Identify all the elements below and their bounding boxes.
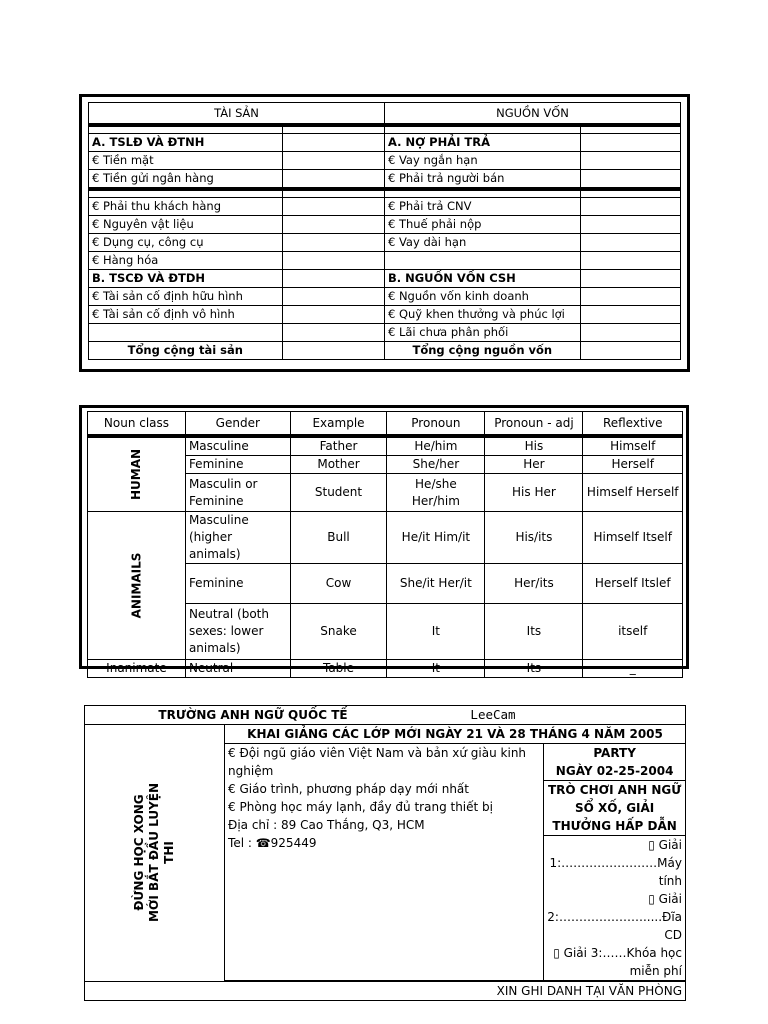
table-cell: € Phải trả CNV	[384, 198, 580, 216]
table-row	[89, 270, 681, 288]
ad-title-row	[85, 706, 686, 725]
total-capital-label: Tổng cộng nguồn vốn	[384, 342, 580, 360]
features-list: € Đội ngũ giáo viên Việt Nam và bản xứ giàu kinh nghiệm € Giáo trình, phương pháp dạy mới nhất € Phòng học máy lạnh, đầy đủ trang thiết bị Địa chỉ : 89 Cao Thắng, Q3, HCM Tel : ☎925449	[225, 744, 544, 981]
table-cell: € Vay ngắn hạn	[384, 152, 580, 170]
table-cell: € Dụng cụ, công cụ	[89, 234, 283, 252]
pronoun-table	[87, 411, 683, 678]
group-animals: ANIMAILS	[88, 512, 186, 660]
table-cell: € Tiền mặt	[89, 152, 283, 170]
table-row: Neutral (both sexes: lower animals) Snake It Its itself	[88, 604, 683, 660]
brand-name: LeeCam	[470, 707, 516, 722]
table-cell: € Nguyên vật liệu	[89, 216, 283, 234]
ad-footer-row	[85, 982, 686, 1001]
table-row: Masculin or Feminine Student He/she Her/him His Her Himself Herself	[88, 474, 683, 512]
table-row	[89, 306, 681, 324]
balance-sheet-table-frame	[79, 94, 690, 372]
side-slogan: ĐỪNG HỌC XONG MỚI BẮT ĐẦU LUYỆN THI	[85, 725, 225, 982]
header-reflexive: Reflextive	[583, 412, 683, 437]
table-cell: € Hàng hóa	[89, 252, 283, 270]
header-pronoun-adj: Pronoun - adj	[485, 412, 583, 437]
table-row	[89, 288, 681, 306]
table-row	[89, 198, 681, 216]
table-row: HUMAN Masculine Father He/him His Himself	[88, 436, 683, 456]
assets-header: TÀI SẢN	[89, 103, 385, 126]
school-ad-table	[84, 705, 686, 1001]
table-cell: € Vay dài hạn	[384, 234, 580, 252]
pronoun-table-frame	[79, 405, 689, 675]
table-header-row	[88, 412, 683, 437]
table-row	[89, 216, 681, 234]
header-noun-class: Noun class	[88, 412, 186, 437]
table-cell: € Tiền gửi ngân hàng	[89, 170, 283, 190]
opening-headline: KHAI GIẢNG CÁC LỚP MỚI NGÀY 21 VÀ 28 THÁNG 4 NĂM 2005	[225, 725, 686, 744]
register-footer: XIN GHI DANH TẠI VĂN PHÒNG	[85, 982, 686, 1001]
table-cell: € Thuế phải nộp	[384, 216, 580, 234]
table-cell: € Phải thu khách hàng	[89, 198, 283, 216]
table-row: Inanimate Neutral Table It Its _	[88, 660, 683, 678]
header-example: Example	[290, 412, 387, 437]
table-row	[89, 252, 681, 270]
table-row	[89, 324, 681, 342]
party-info: PARTY NGÀY 02-25-2004	[544, 744, 686, 781]
school-name: TRƯỜNG ANH NGỮ QUỐC TẾ LeeCam	[85, 706, 686, 725]
table-header-row	[89, 103, 681, 126]
table-row	[89, 134, 681, 152]
table-cell	[384, 252, 580, 270]
table-row	[89, 152, 681, 170]
table-cell: € Tài sản cố định vô hình	[89, 306, 283, 324]
table-row: ANIMAILS Masculine (higher animals) Bull He/it Him/it His/its Himself Itself	[88, 512, 683, 564]
total-assets-label: Tổng cộng tài sản	[89, 342, 283, 360]
ad-headline-row	[85, 725, 686, 744]
table-cell	[89, 324, 283, 342]
table-row	[89, 234, 681, 252]
group-human: HUMAN	[88, 436, 186, 512]
table-cell: € Quỹ khen thưởng và phúc lợi	[384, 306, 580, 324]
table-cell: € Nguồn vốn kinh doanh	[384, 288, 580, 306]
total-row	[89, 342, 681, 360]
game-info: TRÒ CHƠI ANH NGỮ SỔ XỐ, GIẢI THƯỞNG HẤP DẪN	[544, 781, 686, 836]
table-cell: B. TSCĐ VÀ ĐTDH	[89, 270, 283, 288]
table-cell: € Tài sản cố định hữu hình	[89, 288, 283, 306]
table-row: Feminine Mother She/her Her Herself	[88, 456, 683, 474]
table-cell: B. NGUỒN VỐN CSH	[384, 270, 580, 288]
prize-list: ▯ Giải 1:……………………Máy tính ▯ Giải 2:………………….....Đĩa CD ▯ Giải 3:……Khóa học miễn phí	[544, 836, 686, 981]
capital-header: NGUỒN VỐN	[384, 103, 680, 126]
table-cell: € Lãi chưa phân phối	[384, 324, 580, 342]
table-row: Feminine Cow She/it Her/it Her/its Herself Itslef	[88, 564, 683, 604]
table-cell: A. NỢ PHẢI TRẢ	[384, 134, 580, 152]
table-cell: A. TSLĐ VÀ ĐTNH	[89, 134, 283, 152]
table-row	[89, 170, 681, 190]
balance-sheet-table	[88, 102, 681, 360]
table-cell: € Phải trả người bán	[384, 170, 580, 190]
header-gender: Gender	[185, 412, 290, 437]
header-pronoun: Pronoun	[387, 412, 485, 437]
